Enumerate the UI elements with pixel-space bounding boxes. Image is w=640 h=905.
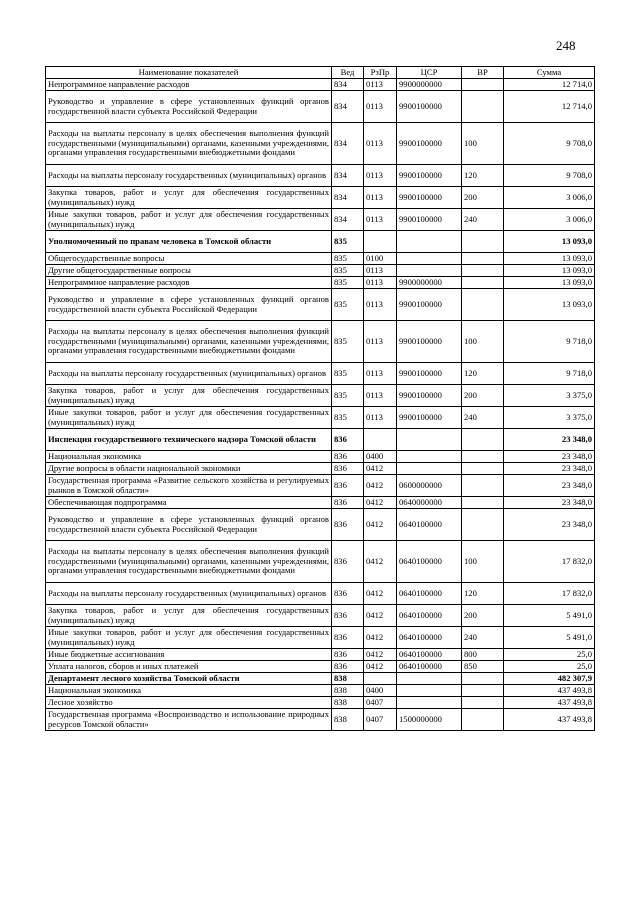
cell-name: Руководство и управление в сфере установленных функций органов государственной власти субъекта Российской Федерации	[46, 289, 332, 321]
cell-vr: 120	[462, 165, 504, 187]
cell-ved: 836	[332, 451, 364, 463]
header-name: Наименование показателей	[46, 67, 332, 79]
cell-sum: 437 493,8	[504, 709, 595, 731]
cell-csr	[397, 429, 462, 451]
cell-sum: 23 348,0	[504, 475, 595, 497]
cell-ved: 835	[332, 321, 364, 363]
cell-sum: 5 491,0	[504, 627, 595, 649]
cell-name: Уполномоченный по правам человека в Томской области	[46, 231, 332, 253]
cell-name: Лесное хозяйство	[46, 697, 332, 709]
cell-ved: 836	[332, 541, 364, 583]
cell-sum: 17 832,0	[504, 541, 595, 583]
table-row	[46, 91, 595, 123]
cell-ved: 836	[332, 463, 364, 475]
cell-vr	[462, 709, 504, 731]
cell-rzpr: 0412	[364, 627, 397, 649]
cell-csr	[397, 673, 462, 685]
cell-sum: 23 348,0	[504, 509, 595, 541]
cell-ved: 838	[332, 697, 364, 709]
cell-vr: 100	[462, 541, 504, 583]
cell-csr: 0640100000	[397, 649, 462, 661]
cell-vr	[462, 685, 504, 697]
cell-sum: 13 093,0	[504, 253, 595, 265]
table-row	[46, 79, 595, 91]
cell-sum: 25,0	[504, 661, 595, 673]
cell-vr: 100	[462, 123, 504, 165]
cell-vr	[462, 697, 504, 709]
cell-csr: 9900000000	[397, 79, 462, 91]
table-row	[46, 253, 595, 265]
table-row	[46, 277, 595, 289]
cell-sum: 9 718,0	[504, 321, 595, 363]
cell-ved: 834	[332, 187, 364, 209]
cell-sum: 9 708,0	[504, 123, 595, 165]
cell-csr: 9900100000	[397, 91, 462, 123]
table-row	[46, 165, 595, 187]
cell-sum: 23 348,0	[504, 429, 595, 451]
cell-ved: 838	[332, 673, 364, 685]
table-row	[46, 697, 595, 709]
cell-vr	[462, 277, 504, 289]
table-row	[46, 231, 595, 253]
cell-rzpr: 0407	[364, 697, 397, 709]
cell-csr: 9900100000	[397, 289, 462, 321]
cell-ved: 834	[332, 91, 364, 123]
cell-vr: 120	[462, 583, 504, 605]
cell-csr	[397, 463, 462, 475]
cell-name: Другие вопросы в области национальной экономики	[46, 463, 332, 475]
cell-csr	[397, 697, 462, 709]
cell-ved: 836	[332, 497, 364, 509]
cell-rzpr: 0113	[364, 265, 397, 277]
cell-csr: 9900100000	[397, 187, 462, 209]
header-ved: Вед	[332, 67, 364, 79]
cell-name: Департамент лесного хозяйства Томской области	[46, 673, 332, 685]
cell-rzpr: 0113	[364, 165, 397, 187]
cell-ved: 834	[332, 209, 364, 231]
cell-name: Непрограммное направление расходов	[46, 79, 332, 91]
cell-name: Иные закупки товаров, работ и услуг для обеспечения государственных (муниципальных) нужд	[46, 627, 332, 649]
table-header-row	[46, 67, 595, 79]
table-row	[46, 661, 595, 673]
cell-csr: 0640100000	[397, 661, 462, 673]
cell-sum: 25,0	[504, 649, 595, 661]
header-vr: ВР	[462, 67, 504, 79]
cell-sum: 13 093,0	[504, 231, 595, 253]
cell-ved: 835	[332, 363, 364, 385]
page-number: 248	[556, 38, 576, 53]
cell-vr: 120	[462, 363, 504, 385]
cell-rzpr: 0113	[364, 385, 397, 407]
table-row	[46, 685, 595, 697]
cell-sum: 3 006,0	[504, 209, 595, 231]
cell-rzpr: 0100	[364, 253, 397, 265]
cell-csr: 9900100000	[397, 165, 462, 187]
table-body	[46, 79, 595, 731]
cell-csr: 0640100000	[397, 605, 462, 627]
cell-rzpr: 0113	[364, 363, 397, 385]
cell-rzpr: 0412	[364, 475, 397, 497]
cell-name: Национальная экономика	[46, 685, 332, 697]
cell-rzpr	[364, 673, 397, 685]
cell-csr: 1500000000	[397, 709, 462, 731]
cell-ved: 835	[332, 231, 364, 253]
cell-ved: 834	[332, 79, 364, 91]
cell-csr: 9900100000	[397, 123, 462, 165]
cell-name: Расходы на выплаты персоналу в целях обеспечения выполнения функций государственными (муниципальными) органами, казенными учреждениями, органами управления государственными внебюджетными фондами	[46, 321, 332, 363]
cell-name: Уплата налогов, сборов и иных платежей	[46, 661, 332, 673]
cell-rzpr: 0400	[364, 451, 397, 463]
table-row	[46, 509, 595, 541]
header-csr: ЦСР	[397, 67, 462, 79]
cell-rzpr: 0113	[364, 79, 397, 91]
cell-vr	[462, 429, 504, 451]
cell-name: Инспекция государственного технического надзора Томской области	[46, 429, 332, 451]
cell-sum: 5 491,0	[504, 605, 595, 627]
cell-ved: 836	[332, 627, 364, 649]
cell-ved: 834	[332, 165, 364, 187]
cell-vr	[462, 463, 504, 475]
cell-csr	[397, 231, 462, 253]
cell-sum: 482 307,9	[504, 673, 595, 685]
cell-rzpr: 0113	[364, 187, 397, 209]
cell-sum: 13 093,0	[504, 265, 595, 277]
cell-vr	[462, 509, 504, 541]
cell-ved: 836	[332, 583, 364, 605]
table-row	[46, 429, 595, 451]
cell-vr	[462, 451, 504, 463]
cell-name: Общегосударственные вопросы	[46, 253, 332, 265]
table-row	[46, 649, 595, 661]
cell-vr: 240	[462, 209, 504, 231]
cell-csr	[397, 685, 462, 697]
cell-vr	[462, 289, 504, 321]
cell-rzpr	[364, 231, 397, 253]
table-row	[46, 407, 595, 429]
cell-name: Закупка товаров, работ и услуг для обеспечения государственных (муниципальных) нужд	[46, 385, 332, 407]
cell-vr	[462, 253, 504, 265]
cell-name: Расходы на выплаты персоналу государственных (муниципальных) органов	[46, 583, 332, 605]
cell-rzpr: 0412	[364, 661, 397, 673]
budget-table	[45, 66, 595, 731]
table-row	[46, 451, 595, 463]
header-sum: Сумма	[504, 67, 595, 79]
cell-name: Расходы на выплаты персоналу государственных (муниципальных) органов	[46, 165, 332, 187]
cell-ved: 836	[332, 661, 364, 673]
cell-sum: 12 714,0	[504, 79, 595, 91]
cell-vr: 200	[462, 385, 504, 407]
cell-vr	[462, 497, 504, 509]
cell-ved: 835	[332, 385, 364, 407]
cell-ved: 836	[332, 429, 364, 451]
cell-name: Иные закупки товаров, работ и услуг для обеспечения государственных (муниципальных) нужд	[46, 407, 332, 429]
cell-sum: 3 375,0	[504, 407, 595, 429]
cell-sum: 437 493,8	[504, 697, 595, 709]
cell-csr: 9900100000	[397, 407, 462, 429]
cell-ved: 838	[332, 685, 364, 697]
cell-rzpr: 0412	[364, 497, 397, 509]
cell-name: Закупка товаров, работ и услуг для обеспечения государственных (муниципальных) нужд	[46, 187, 332, 209]
cell-rzpr: 0412	[364, 509, 397, 541]
cell-ved: 835	[332, 277, 364, 289]
table-row	[46, 497, 595, 509]
cell-csr: 9900100000	[397, 321, 462, 363]
cell-rzpr: 0412	[364, 583, 397, 605]
cell-ved: 835	[332, 265, 364, 277]
cell-ved: 836	[332, 475, 364, 497]
table-row	[46, 673, 595, 685]
cell-vr: 200	[462, 187, 504, 209]
table-row	[46, 265, 595, 277]
table-row	[46, 289, 595, 321]
cell-sum: 9 718,0	[504, 363, 595, 385]
cell-ved: 838	[332, 709, 364, 731]
cell-csr	[397, 451, 462, 463]
cell-csr	[397, 265, 462, 277]
table-row	[46, 605, 595, 627]
cell-sum: 23 348,0	[504, 497, 595, 509]
table-row	[46, 123, 595, 165]
cell-sum: 3 006,0	[504, 187, 595, 209]
cell-rzpr: 0113	[364, 321, 397, 363]
cell-csr: 9900000000	[397, 277, 462, 289]
cell-csr: 0640100000	[397, 583, 462, 605]
table-row	[46, 583, 595, 605]
cell-vr: 240	[462, 627, 504, 649]
cell-rzpr: 0412	[364, 605, 397, 627]
cell-vr	[462, 91, 504, 123]
table-row	[46, 321, 595, 363]
cell-csr: 9900100000	[397, 385, 462, 407]
cell-rzpr	[364, 429, 397, 451]
cell-sum: 17 832,0	[504, 583, 595, 605]
cell-name: Обеспечивающая подпрограмма	[46, 497, 332, 509]
cell-rzpr: 0113	[364, 209, 397, 231]
cell-vr: 100	[462, 321, 504, 363]
cell-sum: 9 708,0	[504, 165, 595, 187]
cell-csr: 9900100000	[397, 363, 462, 385]
table-row	[46, 709, 595, 731]
cell-name: Иные бюджетные ассигнования	[46, 649, 332, 661]
cell-name: Закупка товаров, работ и услуг для обеспечения государственных (муниципальных) нужд	[46, 605, 332, 627]
cell-name: Иные закупки товаров, работ и услуг для обеспечения государственных (муниципальных) нужд	[46, 209, 332, 231]
cell-rzpr: 0412	[364, 541, 397, 583]
cell-sum: 12 714,0	[504, 91, 595, 123]
cell-name: Расходы на выплаты персоналу в целях обеспечения выполнения функций государственными (муниципальными) органами, казенными учреждениями, органами управления государственными внебюджетными фондами	[46, 123, 332, 165]
cell-csr: 0640100000	[397, 627, 462, 649]
cell-name: Национальная экономика	[46, 451, 332, 463]
table-row	[46, 475, 595, 497]
table-row	[46, 209, 595, 231]
cell-rzpr: 0113	[364, 407, 397, 429]
cell-ved: 834	[332, 123, 364, 165]
cell-ved: 836	[332, 605, 364, 627]
cell-sum: 13 093,0	[504, 289, 595, 321]
cell-csr: 0640100000	[397, 541, 462, 583]
cell-rzpr: 0113	[364, 277, 397, 289]
cell-sum: 437 493,8	[504, 685, 595, 697]
cell-sum: 3 375,0	[504, 385, 595, 407]
cell-csr	[397, 253, 462, 265]
cell-name: Руководство и управление в сфере установленных функций органов государственной власти субъекта Российской Федерации	[46, 91, 332, 123]
cell-rzpr: 0407	[364, 709, 397, 731]
cell-sum: 23 348,0	[504, 463, 595, 475]
cell-name: Другие общегосударственные вопросы	[46, 265, 332, 277]
cell-ved: 835	[332, 407, 364, 429]
cell-vr: 850	[462, 661, 504, 673]
cell-name: Государственная программа «Воспроизводство и использование природных ресурсов Томской области»	[46, 709, 332, 731]
cell-vr: 200	[462, 605, 504, 627]
cell-ved: 836	[332, 509, 364, 541]
cell-rzpr: 0412	[364, 649, 397, 661]
cell-ved: 835	[332, 289, 364, 321]
cell-vr	[462, 79, 504, 91]
cell-vr	[462, 475, 504, 497]
table-row	[46, 627, 595, 649]
cell-rzpr: 0113	[364, 91, 397, 123]
cell-ved: 835	[332, 253, 364, 265]
cell-ved: 836	[332, 649, 364, 661]
cell-rzpr: 0412	[364, 463, 397, 475]
cell-name: Расходы на выплаты персоналу в целях обеспечения выполнения функций государственными (муниципальными) органами, казенными учреждениями, органами управления государственными внебюджетными фондами	[46, 541, 332, 583]
cell-name: Государственная программа «Развитие сельского хозяйства и регулируемых рынков в Томской области»	[46, 475, 332, 497]
cell-rzpr: 0113	[364, 289, 397, 321]
cell-csr: 0600000000	[397, 475, 462, 497]
cell-csr: 0640100000	[397, 509, 462, 541]
cell-vr	[462, 265, 504, 277]
cell-name: Расходы на выплаты персоналу государственных (муниципальных) органов	[46, 363, 332, 385]
cell-name: Руководство и управление в сфере установленных функций органов государственной власти субъекта Российской Федерации	[46, 509, 332, 541]
cell-rzpr: 0113	[364, 123, 397, 165]
cell-name: Непрограммное направление расходов	[46, 277, 332, 289]
cell-vr: 800	[462, 649, 504, 661]
cell-csr: 9900100000	[397, 209, 462, 231]
table-row	[46, 463, 595, 475]
cell-csr: 0640000000	[397, 497, 462, 509]
table-row	[46, 385, 595, 407]
header-rzpr: РзПр	[364, 67, 397, 79]
cell-vr	[462, 231, 504, 253]
table-row	[46, 541, 595, 583]
cell-vr	[462, 673, 504, 685]
cell-sum: 23 348,0	[504, 451, 595, 463]
table-row	[46, 363, 595, 385]
cell-sum: 13 093,0	[504, 277, 595, 289]
cell-rzpr: 0400	[364, 685, 397, 697]
table-row	[46, 187, 595, 209]
cell-vr: 240	[462, 407, 504, 429]
